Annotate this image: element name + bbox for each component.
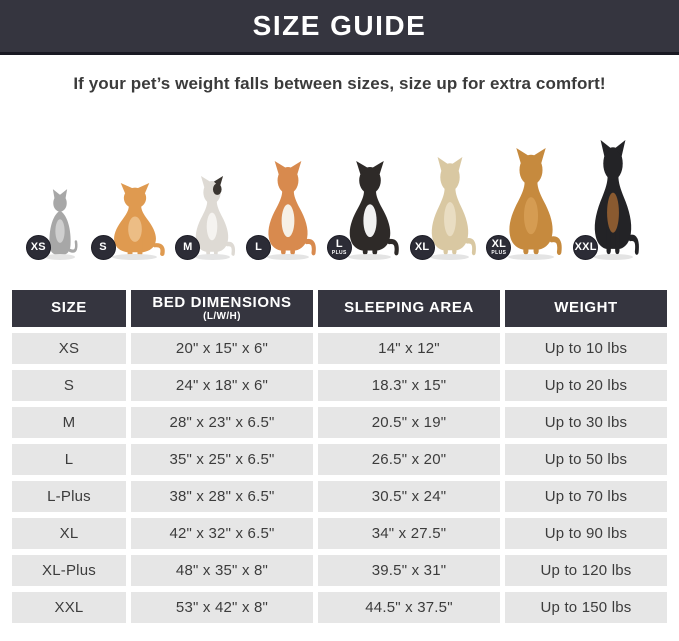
- cell-weight: Up to 50 lbs: [505, 444, 667, 475]
- cell-weight: Up to 150 lbs: [505, 592, 667, 623]
- pet-figure-cat: [30, 188, 81, 260]
- page-title: SIZE GUIDE: [252, 10, 427, 41]
- size-badge-sublabel: PLUS: [491, 250, 507, 256]
- pet-shadow: [348, 254, 391, 260]
- col-header-bed-dimensions: [131, 290, 313, 327]
- cell-sleeping-area: 30.5" x 24": [318, 481, 500, 512]
- cell-size: L-Plus: [12, 481, 126, 512]
- cell-weight: Up to 90 lbs: [505, 518, 667, 549]
- size-badge-xxl: [573, 235, 598, 260]
- pet-shadow: [112, 254, 157, 260]
- cell-sleeping-area: 14" x 12": [318, 333, 500, 364]
- cell-sleeping-area: 34" x 27.5": [318, 518, 500, 549]
- pet-figure-doberman: [574, 140, 640, 260]
- pet-shadow: [594, 254, 633, 260]
- cell-sleeping-area: 44.5" x 37.5": [318, 592, 500, 623]
- size-badge-label: XXL: [574, 241, 597, 253]
- pet-figure-labrador: [414, 157, 477, 260]
- size-badge-xs: [26, 235, 51, 260]
- cell-sleeping-area: 20.5" x 19": [318, 407, 500, 438]
- col-header-weight: [505, 290, 667, 327]
- cell-sleeping-area: 18.3" x 15": [318, 370, 500, 401]
- size-badge-label: XL: [414, 241, 430, 253]
- pet-figure-french-bulldog: [183, 176, 236, 260]
- cell-bed-dimensions: 38" x 28" x 6.5": [131, 481, 313, 512]
- cell-weight: Up to 10 lbs: [505, 333, 667, 364]
- size-badge-l: [246, 235, 271, 260]
- size-badge-label: L: [335, 238, 343, 250]
- cell-size: S: [12, 370, 126, 401]
- col-header-bed-sublabel: (L/W/H): [203, 311, 241, 323]
- cell-sleeping-area: 39.5" x 31": [318, 555, 500, 586]
- cell-size: XXL: [12, 592, 126, 623]
- size-badge-label: M: [183, 241, 193, 253]
- cell-size: XS: [12, 333, 126, 364]
- cell-sleeping-area: 26.5" x 20": [318, 444, 500, 475]
- size-badge-label: S: [99, 241, 107, 253]
- cell-weight: Up to 120 lbs: [505, 555, 667, 586]
- pet-shadow: [195, 254, 230, 260]
- cell-size: L: [12, 444, 126, 475]
- cell-size: XL: [12, 518, 126, 549]
- cell-bed-dimensions: 24" x 18" x 6": [131, 370, 313, 401]
- size-badge-label: L: [255, 241, 263, 253]
- col-header-sleeping-area: [318, 290, 500, 327]
- cell-weight: Up to 20 lbs: [505, 370, 667, 401]
- cell-bed-dimensions: 42" x 32" x 6.5": [131, 518, 313, 549]
- pets-row: [0, 94, 679, 260]
- col-header-sleeping-label: SLEEPING AREA: [344, 299, 474, 317]
- pet-shadow: [430, 254, 469, 260]
- size-badge-xl: [410, 235, 435, 260]
- size-badge-label: XS: [30, 241, 46, 253]
- pet-shadow: [508, 254, 554, 260]
- col-header-size-label: SIZE: [51, 299, 87, 317]
- cell-bed-dimensions: 20" x 15" x 6": [131, 333, 313, 364]
- size-table: [12, 290, 667, 623]
- title-banner: [0, 0, 679, 55]
- cell-size: M: [12, 407, 126, 438]
- cell-bed-dimensions: 28" x 23" x 6.5": [131, 407, 313, 438]
- pet-figure-golden-retriever: [491, 148, 563, 260]
- size-badge-sublabel: PLUS: [331, 250, 347, 256]
- col-header-bed-label: BED DIMENSIONS: [152, 293, 292, 311]
- col-header-weight-label: WEIGHT: [554, 299, 618, 317]
- pet-figure-border-collie: [331, 161, 400, 260]
- size-badge-s: [91, 235, 116, 260]
- pet-shadow: [267, 254, 309, 260]
- pet-figure-pomeranian: [99, 183, 166, 260]
- subtitle-text: If your pet’s weight falls between sizes, size up for extra comfort!: [73, 74, 606, 93]
- col-header-size: [12, 290, 126, 327]
- cell-bed-dimensions: 35" x 25" x 6.5": [131, 444, 313, 475]
- cell-weight: Up to 70 lbs: [505, 481, 667, 512]
- pet-shadow: [45, 254, 75, 260]
- cell-bed-dimensions: 53" x 42" x 8": [131, 592, 313, 623]
- cell-size: XL-Plus: [12, 555, 126, 586]
- size-badge-label: XL: [491, 238, 507, 250]
- size-badge-l-plus: [327, 235, 352, 260]
- cell-weight: Up to 30 lbs: [505, 407, 667, 438]
- cell-bed-dimensions: 48" x 35" x 8": [131, 555, 313, 586]
- pet-figure-shiba-inu: [255, 161, 317, 260]
